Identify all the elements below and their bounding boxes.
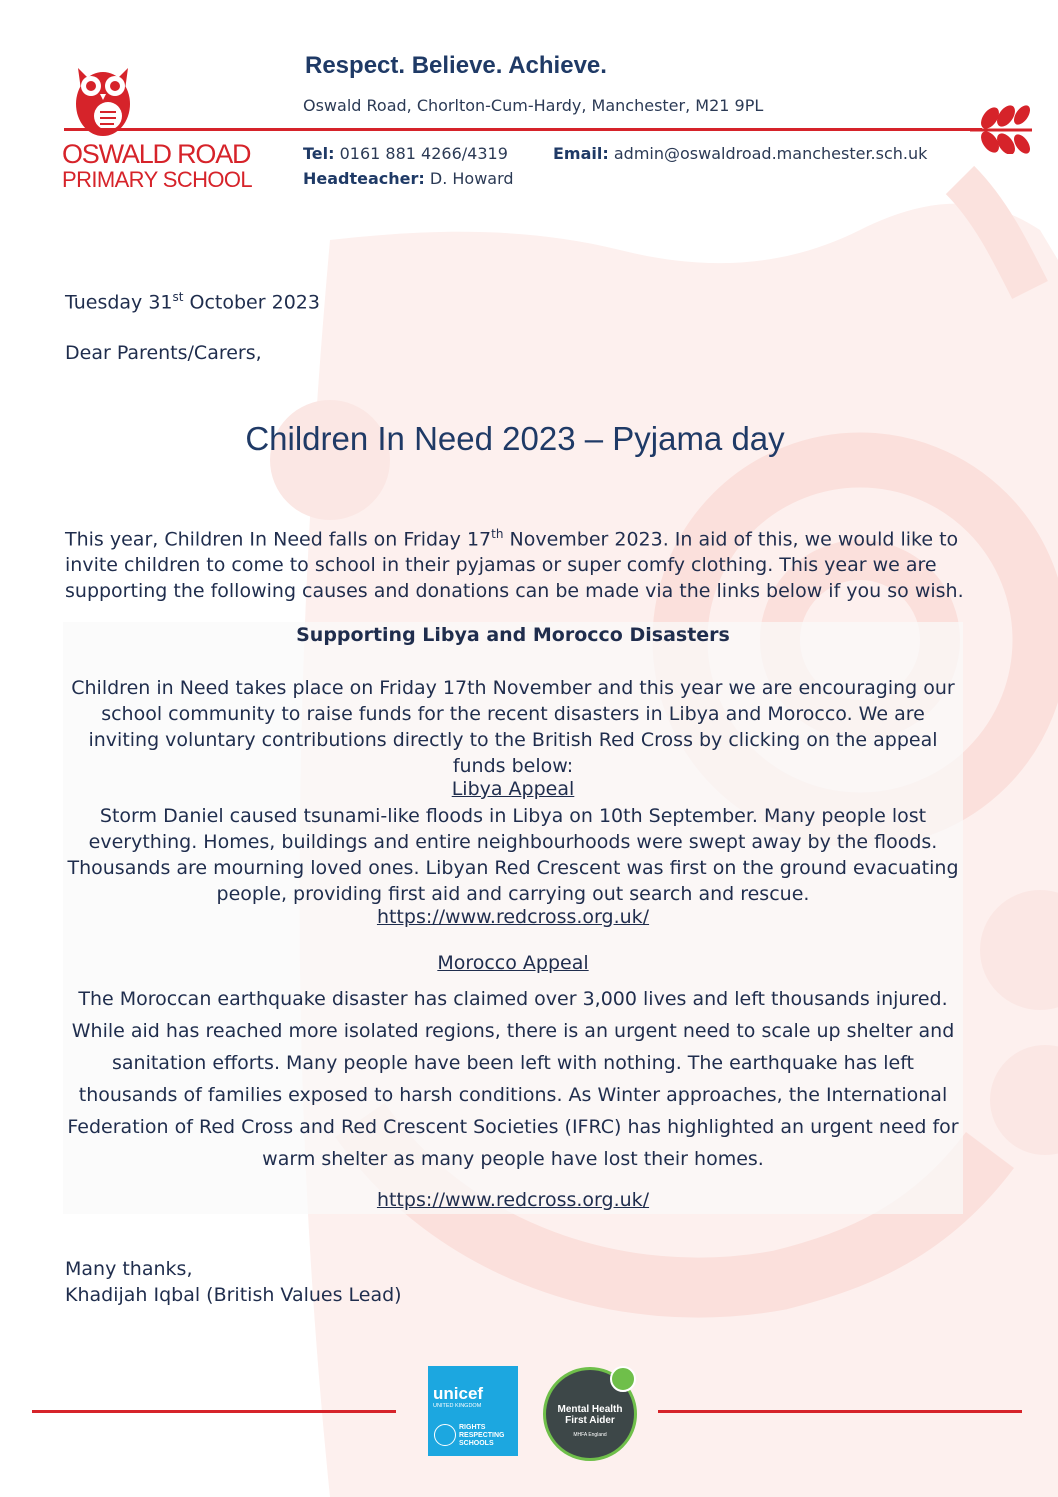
school-motto: Respect. Believe. Achieve. xyxy=(305,52,607,79)
appeals-panel xyxy=(63,622,963,1214)
headteacher-label: Headteacher: xyxy=(303,169,425,188)
panel-intro: Children in Need takes place on Friday 17th November and this year we are encouraging our school community to raise funds for the recent disasters in Libya and Morocco. We are inviting voluntary contributions directly to the British Red Cross by clicking on the appeal funds below: xyxy=(71,677,955,777)
school-telephone xyxy=(303,144,508,163)
intro-part1: This year, Children In Need falls on Friday 17 xyxy=(65,528,492,551)
libya-appeal-link[interactable]: https://www.redcross.org.uk/ xyxy=(376,906,650,928)
unicef-sub: UNITED KINGDOM xyxy=(433,1403,482,1409)
signature: Khadijah Iqbal (British Values Lead) xyxy=(65,1284,402,1306)
header-divider xyxy=(64,128,982,131)
libya-appeal-link-row xyxy=(63,906,963,928)
leaf-icon xyxy=(970,104,1036,154)
mhfa-line2: First Aider xyxy=(565,1415,615,1426)
tel-label: Tel: xyxy=(303,144,335,163)
mhfa-badge xyxy=(543,1367,637,1461)
school-name-line2: PRIMARY SCHOOL xyxy=(62,167,253,192)
tel-value: 0161 881 4266/4319 xyxy=(339,144,508,163)
letter-date xyxy=(65,290,320,313)
email-label: Email: xyxy=(553,144,609,163)
headteacher-value: D. Howard xyxy=(429,169,514,188)
date-prefix: Tuesday 31 xyxy=(65,291,173,314)
morocco-appeal-text: The Moroccan earthquake disaster has claimed over 3,000 lives and left thousands injured. While aid has reached more isolated regions, there is an urgent need to scale up shelter and sanitation efforts. Many people have been left with nothing. The earthquake has left thousands of families exposed to harsh conditions. As Winter approaches, the International Federation of Red Cross and Red Crescent Societies (IFRC) has highlighted an urgent need for warm shelter as many people have lost their homes. xyxy=(67,988,959,1170)
panel-title: Supporting Libya and Morocco Disasters xyxy=(296,624,730,646)
libya-appeal-title[interactable]: Libya Appeal xyxy=(451,778,575,800)
mhfa-line1: Mental Health xyxy=(557,1404,623,1415)
intro-sup: th xyxy=(491,527,504,541)
school-name xyxy=(62,139,262,192)
unicef-emblem-icon xyxy=(434,1424,456,1446)
letter-title: Children In Need 2023 – Pyjama day xyxy=(245,420,785,457)
unicef-rrs-text: RIGHTS RESPECTING SCHOOLS xyxy=(459,1424,505,1447)
mhfa-sub: MHFA England xyxy=(573,1432,607,1438)
footer-divider-right xyxy=(658,1410,1022,1413)
libya-appeal-text: Storm Daniel caused tsunami-like floods in Libya on 10th September. Many people lost everything. Homes, buildings and entire neighbourhoods were swept away by the floods. Thousands are mourning loved ones. Libyan Red Crescent was first on the ground evacuating people, providing first aid and carrying out search and rescue. xyxy=(67,805,959,905)
letter-greeting: Dear Parents/Carers, xyxy=(65,342,262,364)
school-address: Oswald Road, Chorlton-Cum-Hardy, Manchester, M21 9PL xyxy=(303,96,764,115)
intro-part2: November 2023. In aid of this, we would like to invite children to come to school in their pyjamas or super comfy clothing. This year we are supporting the following causes and donations can be made via the links below if you so wish. xyxy=(65,528,964,603)
date-suffix: October 2023 xyxy=(183,291,320,314)
morocco-appeal-title[interactable]: Morocco Appeal xyxy=(437,952,589,974)
school-logo xyxy=(62,58,262,192)
footer-divider-left xyxy=(32,1410,396,1413)
sign-off: Many thanks, xyxy=(65,1258,193,1280)
headteacher xyxy=(303,169,514,188)
school-name-line1: OSWALD ROAD xyxy=(62,139,251,169)
unicef-name: unicef xyxy=(433,1384,484,1403)
morocco-appeal-link-row xyxy=(63,1189,963,1211)
mhfa-title xyxy=(546,1404,634,1426)
date-sup: st xyxy=(172,290,184,304)
school-email xyxy=(553,144,927,163)
letter-signoff xyxy=(65,1256,402,1308)
unicef-rrs-badge xyxy=(428,1366,518,1456)
letter-intro xyxy=(65,521,995,604)
mhfa-leaf-icon xyxy=(610,1366,636,1392)
email-value: admin@oswaldroad.manchester.sch.uk xyxy=(613,144,928,163)
owl-logo-icon xyxy=(70,58,136,138)
morocco-appeal-link[interactable]: https://www.redcross.org.uk/ xyxy=(376,1189,650,1211)
